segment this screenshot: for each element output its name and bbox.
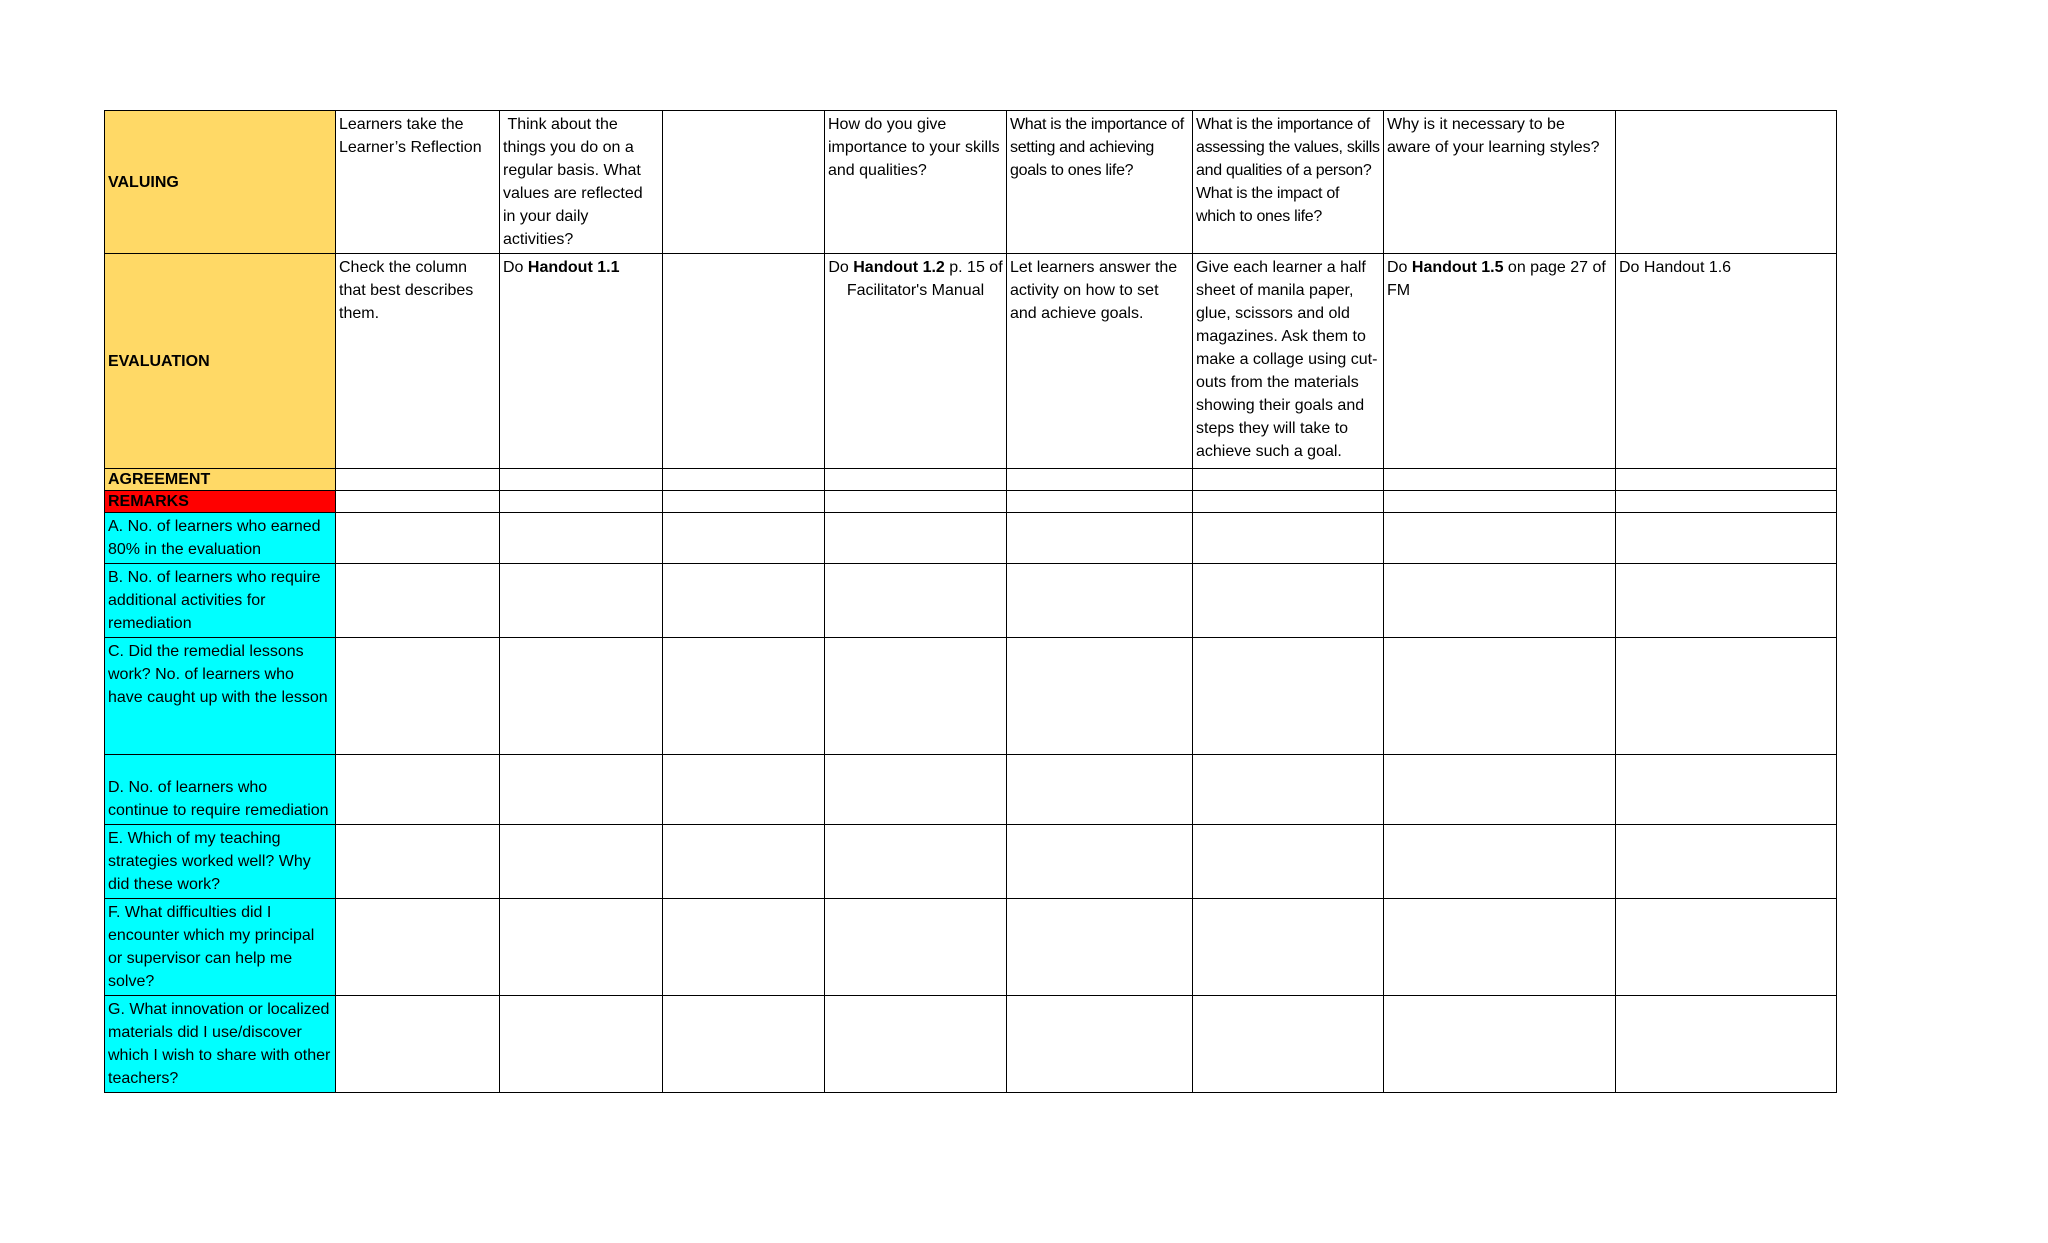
empty-cell	[1384, 638, 1616, 755]
empty-cell	[500, 564, 663, 638]
empty-cell	[1616, 638, 1837, 755]
question-row-e	[105, 825, 1837, 899]
question-row-a	[105, 513, 1837, 564]
empty-cell	[663, 996, 825, 1093]
valuing-cell-2: Think about the things you do on a regular basis. What values are reflected in your daily activities?	[500, 111, 663, 254]
empty-cell	[1384, 513, 1616, 564]
agreement-cell	[336, 469, 500, 491]
remarks-cell	[1193, 491, 1384, 513]
agreement-label: AGREEMENT	[105, 469, 336, 491]
evaluation-cell-6: Give each learner a half sheet of manila paper, glue, scissors and old magazines. Ask them to make a collage using cut-outs from the materials showing their goals and steps they will take to achieve such a goal.	[1193, 254, 1384, 469]
agreement-cell	[663, 469, 825, 491]
empty-cell	[336, 755, 500, 825]
question-row-b	[105, 564, 1837, 638]
empty-cell	[1007, 564, 1193, 638]
remarks-cell	[1384, 491, 1616, 513]
empty-cell	[825, 996, 1007, 1093]
valuing-label: VALUING	[105, 111, 336, 254]
handout-1-1-label: Handout 1.1	[527, 259, 620, 276]
agreement-cell	[1007, 469, 1193, 491]
empty-cell	[1616, 899, 1837, 996]
valuing-cell-6: What is the importance of assessing the values, skills and qualities of a person? What is the impact of which to ones life?	[1193, 111, 1384, 254]
empty-cell	[336, 513, 500, 564]
empty-cell	[663, 755, 825, 825]
agreement-cell	[825, 469, 1007, 491]
valuing-row	[105, 111, 1837, 254]
empty-cell	[663, 825, 825, 899]
empty-cell	[500, 825, 663, 899]
empty-cell	[1616, 996, 1837, 1093]
empty-cell	[1616, 825, 1837, 899]
agreement-cell	[500, 469, 663, 491]
valuing-cell-8	[1616, 111, 1837, 254]
question-row-c	[105, 638, 1837, 755]
remarks-cell	[500, 491, 663, 513]
question-row-f	[105, 899, 1837, 996]
empty-cell	[1616, 513, 1837, 564]
empty-cell	[336, 996, 500, 1093]
evaluation-cell-5: Let learners answer the activity on how to set and achieve goals.	[1007, 254, 1193, 469]
empty-cell	[1193, 755, 1384, 825]
valuing-cell-3	[663, 111, 825, 254]
question-row-d	[105, 755, 1837, 825]
empty-cell	[663, 899, 825, 996]
empty-cell	[1384, 755, 1616, 825]
lesson-log-table	[104, 110, 1837, 1093]
evaluation-cell-2	[500, 254, 663, 469]
empty-cell	[1007, 638, 1193, 755]
handout-1-2-prefix: Do	[828, 259, 854, 276]
remarks-cell	[825, 491, 1007, 513]
empty-cell	[825, 825, 1007, 899]
empty-cell	[1007, 755, 1193, 825]
handout-1-5-suffix: on page 27 of FM	[1387, 259, 1606, 299]
question-d-label: D. No. of learners who continue to require remediation	[105, 755, 336, 825]
empty-cell	[825, 564, 1007, 638]
empty-cell	[336, 638, 500, 755]
question-b-label: B. No. of learners who require additional activities for remediation	[105, 564, 336, 638]
empty-cell	[1384, 996, 1616, 1093]
question-a-label: A. No. of learners who earned 80% in the evaluation	[105, 513, 336, 564]
empty-cell	[825, 755, 1007, 825]
empty-cell	[825, 513, 1007, 564]
empty-cell	[1007, 899, 1193, 996]
evaluation-cell-1: Check the column that best describes them.	[336, 254, 500, 469]
agreement-row	[105, 469, 1837, 491]
empty-cell	[336, 825, 500, 899]
evaluation-label: EVALUATION	[105, 254, 336, 469]
empty-cell	[500, 996, 663, 1093]
empty-cell	[663, 638, 825, 755]
empty-cell	[1193, 564, 1384, 638]
question-c-label: C. Did the remedial lessons work? No. of learners who have caught up with the lesson	[105, 638, 336, 755]
question-row-g	[105, 996, 1837, 1093]
question-f-label: F. What difficulties did I encounter which my principal or supervisor can help me solve?	[105, 899, 336, 996]
evaluation-row	[105, 254, 1837, 469]
handout-1-1-prefix: Do	[503, 259, 528, 276]
remarks-cell	[663, 491, 825, 513]
remarks-cell	[1007, 491, 1193, 513]
empty-cell	[1007, 996, 1193, 1093]
handout-1-2-label: Handout 1.2	[853, 259, 945, 276]
question-g-label: G. What innovation or localized materials did I use/discover which I wish to share with other teachers?	[105, 996, 336, 1093]
empty-cell	[1193, 638, 1384, 755]
empty-cell	[1616, 755, 1837, 825]
empty-cell	[663, 513, 825, 564]
empty-cell	[1384, 825, 1616, 899]
evaluation-cell-7	[1384, 254, 1616, 469]
remarks-cell	[1616, 491, 1837, 513]
empty-cell	[336, 899, 500, 996]
agreement-cell	[1193, 469, 1384, 491]
empty-cell	[500, 513, 663, 564]
valuing-cell-5: What is the importance of setting and achieving goals to ones life?	[1007, 111, 1193, 254]
empty-cell	[825, 638, 1007, 755]
empty-cell	[1193, 996, 1384, 1093]
remarks-row	[105, 491, 1837, 513]
handout-1-2-suffix: p. 15 of Facilitator's Manual	[846, 259, 1003, 299]
question-e-label: E. Which of my teaching strategies worked well? Why did these work?	[105, 825, 336, 899]
empty-cell	[336, 564, 500, 638]
empty-cell	[1193, 825, 1384, 899]
empty-cell	[1384, 564, 1616, 638]
agreement-cell	[1384, 469, 1616, 491]
empty-cell	[500, 638, 663, 755]
empty-cell	[1007, 825, 1193, 899]
evaluation-cell-8: Do Handout 1.6	[1616, 254, 1837, 469]
empty-cell	[663, 564, 825, 638]
evaluation-cell-3	[663, 254, 825, 469]
remarks-cell	[336, 491, 500, 513]
empty-cell	[1193, 513, 1384, 564]
empty-cell	[500, 899, 663, 996]
evaluation-cell-4	[825, 254, 1007, 469]
empty-cell	[1384, 899, 1616, 996]
remarks-label: REMARKS	[105, 491, 336, 513]
valuing-cell-1: Learners take the Learner’s Reflection	[336, 111, 500, 254]
empty-cell	[1007, 513, 1193, 564]
handout-1-5-label: Handout 1.5	[1411, 259, 1504, 276]
valuing-cell-4: How do you give importance to your skills and qualities?	[825, 111, 1007, 254]
handout-1-5-prefix: Do	[1387, 259, 1412, 276]
empty-cell	[825, 899, 1007, 996]
empty-cell	[1616, 564, 1837, 638]
valuing-cell-7: Why is it necessary to be aware of your learning styles?	[1384, 111, 1616, 254]
agreement-cell	[1616, 469, 1837, 491]
empty-cell	[500, 755, 663, 825]
empty-cell	[1193, 899, 1384, 996]
